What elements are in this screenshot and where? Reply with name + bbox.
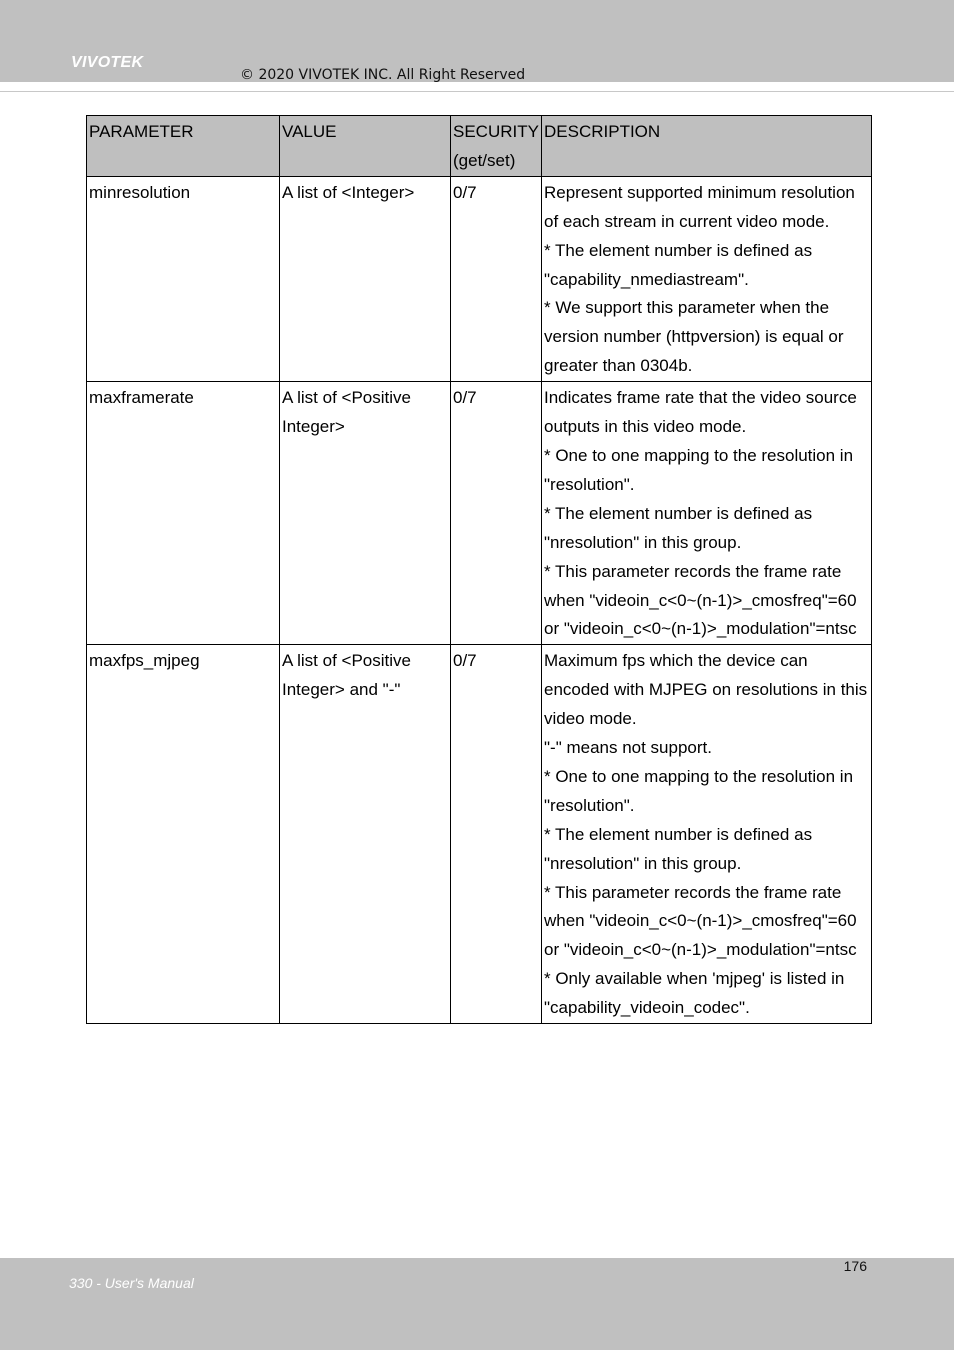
description-line: Represent supported minimum resolution of each stream in current video mode. bbox=[544, 182, 855, 231]
cell-description bbox=[542, 176, 872, 381]
description-line: * The element number is defined as "nresolution" in this group. bbox=[544, 503, 813, 552]
footer-band bbox=[0, 1258, 954, 1350]
description-line: * One to one mapping to the resolution in "resolution". bbox=[544, 766, 854, 815]
description-line: "-" means not support. bbox=[544, 738, 712, 758]
page-number: 176 bbox=[843, 1258, 867, 1274]
table-row bbox=[87, 645, 872, 1024]
table-row bbox=[87, 382, 872, 645]
cell-parameter: minresolution bbox=[87, 176, 280, 381]
description-line: * This parameter records the frame rate when "videoin_c<0~(n-1)>_cmosfreq"=60 or "videoin_c<0~(n-1)>_modulation"=ntsc bbox=[544, 882, 857, 960]
header-divider bbox=[0, 91, 954, 92]
parameter-table bbox=[86, 115, 872, 1024]
description-line: Indicates frame rate that the video source outputs in this video mode. bbox=[544, 388, 857, 437]
cell-security: 0/7 bbox=[451, 645, 542, 1024]
description-line: Maximum fps which the device can encoded with MJPEG on resolutions in this video mode. bbox=[544, 651, 868, 729]
cell-parameter: maxfps_mjpeg bbox=[87, 645, 280, 1024]
description-line: * The element number is defined as "nresolution" in this group. bbox=[544, 824, 813, 873]
brand-logo: VIVOTEK bbox=[71, 54, 144, 71]
description-line: * This parameter records the frame rate when "videoin_c<0~(n-1)>_cmosfreq"=60 or "videoin_c<0~(n-1)>_modulation"=ntsc bbox=[544, 561, 857, 639]
cell-security: 0/7 bbox=[451, 176, 542, 381]
cell-parameter: maxframerate bbox=[87, 382, 280, 645]
column-header-parameter: PARAMETER bbox=[87, 116, 280, 177]
cell-value: A list of <Positive Integer> bbox=[280, 382, 451, 645]
description-line: * Only available when 'mjpeg' is listed in "capability_videoin_codec". bbox=[544, 969, 845, 1018]
cell-description bbox=[542, 645, 872, 1024]
cell-description bbox=[542, 382, 872, 645]
cell-value: A list of <Integer> bbox=[280, 176, 451, 381]
cell-value: A list of <Positive Integer> and "-" bbox=[280, 645, 451, 1024]
manual-page-label: 330 - User's Manual bbox=[69, 1275, 194, 1291]
table-row bbox=[87, 176, 872, 381]
description-line: * We support this parameter when the version number (httpversion) is equal or greater than 0304b. bbox=[544, 298, 844, 376]
cell-security: 0/7 bbox=[451, 382, 542, 645]
column-header-description: DESCRIPTION bbox=[542, 116, 872, 177]
column-header-security: SECURITY (get/set) bbox=[451, 116, 542, 177]
table-header-row bbox=[87, 116, 872, 177]
description-line: * One to one mapping to the resolution in "resolution". bbox=[544, 445, 854, 494]
column-header-value: VALUE bbox=[280, 116, 451, 177]
copyright-notice: © 2020 VIVOTEK INC. All Right Reserved bbox=[240, 67, 526, 83]
description-line: * The element number is defined as "capability_nmediastream". bbox=[544, 240, 813, 289]
